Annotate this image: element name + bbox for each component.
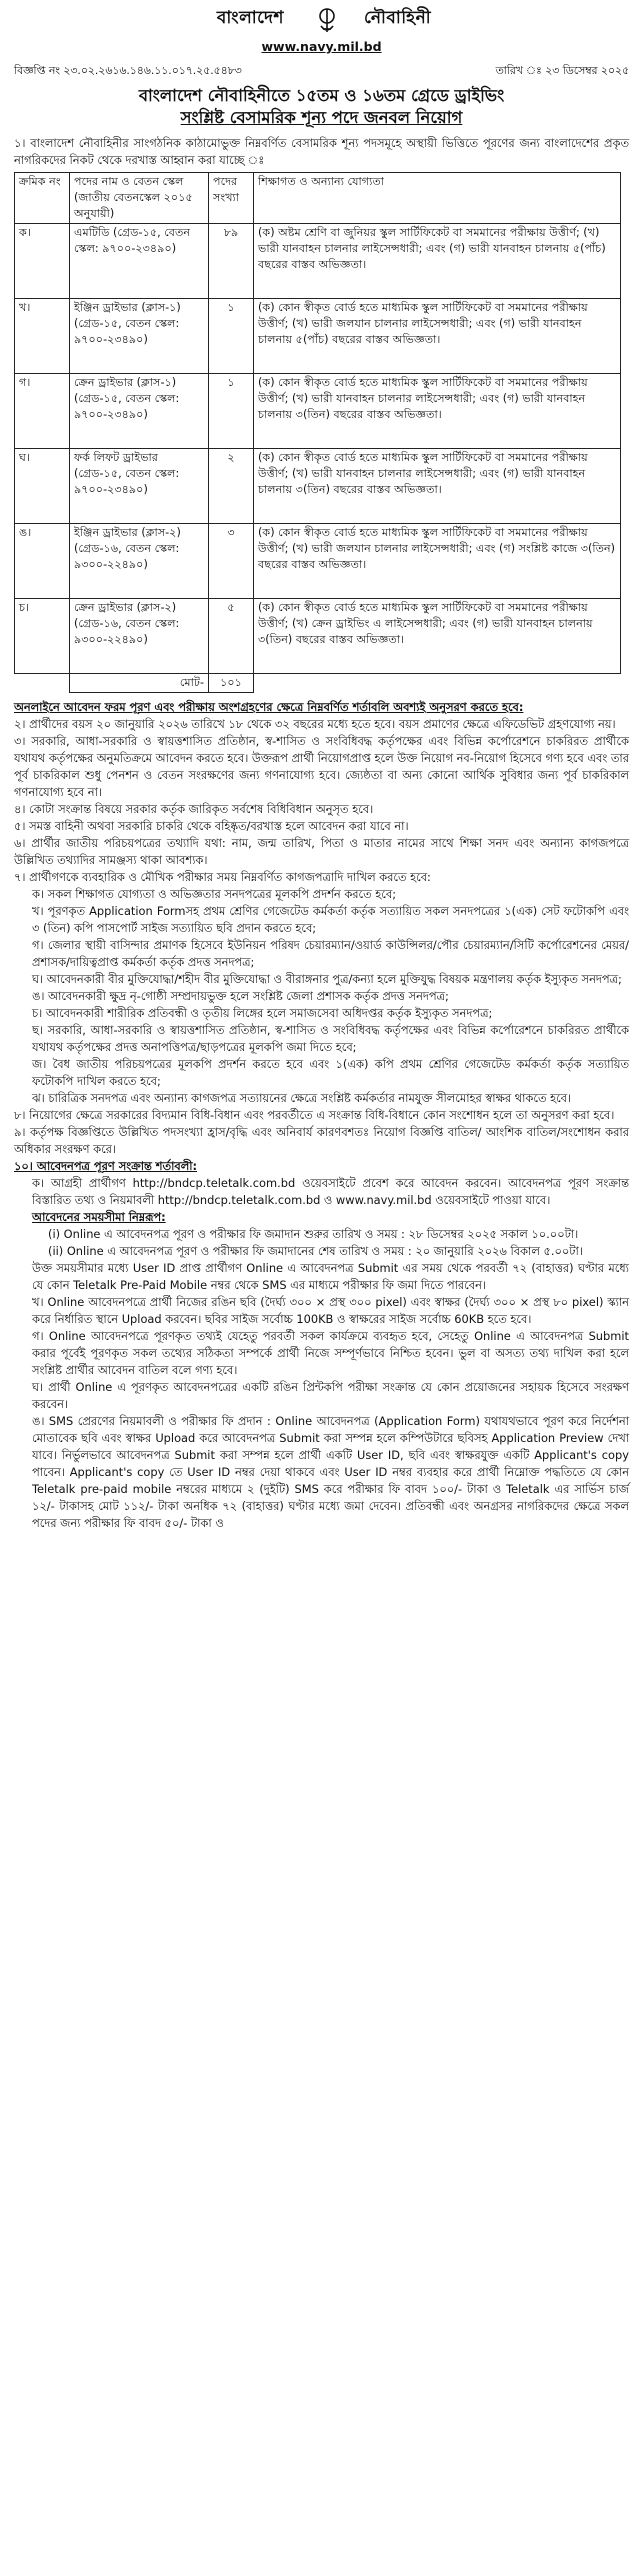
row-qualification: (ক) কোন স্বীকৃত বোর্ড হতে মাধ্যমিক স্কুল সার্টিফিকেট বা সমমানের পরীক্ষায় উত্তীর্ণ; (খ) ভারী যানবাহন চালনার লাইসেন্সধারী; এবং (গ) ভারী যানবাহন চালনায় ৩(তিন) বছরের বাস্তব অভিজ্ঞতা। (254, 374, 621, 449)
total-spacer (15, 674, 70, 693)
application-heading: ১০। আবেদনপত্র পূরণ সংক্রান্ত শর্তাবলী: (14, 1159, 198, 1173)
posts-table (14, 172, 621, 693)
condition-item: ৩। সরকারি, আধা-সরকারি ও স্বায়ত্তশাসিত প্রতিষ্ঠান, স্ব-শাসিত ও সংবিধিবদ্ধ কর্তৃপক্ষের এবং বিভিন্ন কর্পোরেশনে চাকরিরত প্রার্থীকে যথাযথ কর্তৃপক্ষের অনুমতিক্রমে আবেদন করতে হবে। উক্তরূপ প্রার্থী নিয়োগপ্রাপ্ত হলে উক্ত নিয়োগ নব-নিয়োগ হিসেবে গণ্য হবে এবং তার পূর্ব চাকরিকাল শুধু পেনশন ও বেতন সংরক্ষণের জন্য গণনাযোগ্য হবে। জ্যেষ্ঠতা বা অন্য কোনো আর্থিক সুবিধার জন্য পূর্ব চাকরিকাল গণনাযোগ্য হবে না। (14, 734, 629, 799)
row-post: এমটিডি (গ্রেড-১৫, বেতন স্কেল: ৯৭০০-২৩৪৯০) (70, 224, 209, 299)
header-post: পদের নাম ও বেতন স্কেল (জাতীয় বেতনস্কেল ২০১৫ অনুযায়ী) (70, 173, 209, 224)
table-header-row (15, 173, 621, 224)
row-post: ক্রেন ড্রাইভার (ক্লাস-১) (গ্রেড-১৫, বেতন স্কেল: ৯৭০০-২৩৪৯০) (70, 374, 209, 449)
timeline-start: (i) Online এ আবেদনপত্র পূরণ ও পরীক্ষার ফি জমাদান শুরুর তারিখ ও সময় : ২৮ ডিসেম্বর ২০২৫ সকাল ১০.০০টা। (48, 1227, 579, 1241)
condition-subitem: ছ। সরকারি, আধা-সরকারি ও স্বায়ত্তশাসিত প্রতিষ্ঠান, স্ব-শাসিত ও সংবিধিবদ্ধ কর্তৃপক্ষের এবং বিভিন্ন কর্পোরেশনে চাকরিরত প্রার্থীকে যথাযথ কর্তৃপক্ষের প্রদত্ত অনাপত্তিপত্র/ছাড়পত্রের মূলকপি জমা দিতে হবে; (32, 1023, 629, 1054)
memo-number: বিজ্ঞপ্তি নং ২৩.০২.২৬১৬.১৪৬.১১.০১৭.২৫.৫৪৮৩ (14, 64, 242, 77)
row-serial: ঙ। (15, 524, 70, 599)
letterhead (14, 6, 629, 60)
condition-subitem: খ। পূরণকৃত Application Formসহ প্রথম শ্রেণির গেজেটেড কর্মকর্তা কর্তৃক সত্যায়িত সকল সনদপত্রের ১(এক) সেট ফটোকপি এবং ৩ (তিন) কপি পাসপোর্ট সাইজ সত্যায়িত ছবি প্রদান করতে হবে; (32, 904, 629, 935)
row-post: ফর্ক লিফট ড্রাইভার (গ্রেড-১৫, বেতন স্কেল: ৯৭০০-২৩৪৯০) (70, 449, 209, 524)
header-count: পদের সংখ্যা (209, 173, 254, 224)
condition-subitem: ঘ। প্রার্থী Online এ পূরণকৃত আবেদনপত্রের একটি রঙিন প্রিন্টকপি পরীক্ষা সংক্রান্ত যে কোন প্রয়োজনের সহায়ক হিসেবে সংরক্ষণ করবেন। (32, 1380, 629, 1411)
condition-subitem: খ। Online আবেদনপত্রে প্রার্থী নিজের রঙিন ছবি (দৈর্ঘ্য ৩০০ × প্রস্থ ৩০০ pixel) এবং স্বাক্ষর (দৈর্ঘ্য ৩০০ × প্রস্থ ৮০ pixel) স্ক্যান করে নির্ধারিত স্থানে Upload করবেন। ছবির সাইজ সর্বোচ্চ 100KB ও স্বাক্ষরের সাইজ সর্বোচ্চ 60KB হতে হবে। (32, 1295, 629, 1326)
condition-subitem: ঘ। আবেদনকারী বীর মুক্তিযোদ্ধা/শহীদ বীর মুক্তিযোদ্ধা ও বীরাঙ্গনার পুত্র/কন্যা হলে মুক্তিযুদ্ধ বিষয়ক মন্ত্রণালয় কর্তৃক ইস্যুকৃত সনদপত্র; (32, 972, 622, 986)
reference-line (14, 62, 629, 79)
conditions-section (14, 699, 629, 1532)
total-count: ১০১ (209, 674, 254, 693)
condition-item: ৬। প্রার্থীর জাতীয় পরিচয়পত্রের তথ্যাদি যথা: নাম, জন্ম তারিখ, পিতা ও মাতার নামের সাথে শিক্ষা সনদ এবং অন্যান্য কাগজপত্রে উল্লিখিত তথ্যাদির সামঞ্জস্য থাকা আবশ্যক। (14, 836, 629, 867)
org-name-left: বাংলাদেশ (216, 8, 284, 28)
header-serial: ক্রমিক নং (15, 173, 70, 224)
condition-subitem: উক্ত সময়সীমার মধ্যে User ID প্রাপ্ত প্রার্থীগণ Online এ আবেদনপত্র Submit এর সময় থেকে পরবর্তী ৭২ (বাহাত্তর) ঘণ্টার মধ্যে যে কোন Teletalk Pre-Paid Mobile নম্বর থেকে SMS এর মাধ্যমে পরীক্ষার ফি জমা দিতে পারবেন। (32, 1261, 629, 1292)
row-post: ইঞ্জিন ড্রাইভার (ক্লাস-২) (গ্রেড-১৬, বেতন স্কেল: ৯৩০০-২২৪৯০) (70, 524, 209, 599)
navy-crest-icon (314, 6, 340, 36)
intro-paragraph: ১। বাংলাদেশ নৌবাহিনীর সাংগঠনিক কাঠামোভুক্ত নিম্নবর্ণিত বেসামরিক শূন্য পদসমূহে অস্থায়ী ভিত্তিতে পূরণের জন্য বাংলাদেশের প্রকৃত নাগরিকদের নিকট থেকে দরখাস্ত আহ্বান করা যাচ্ছে ঃ (14, 136, 629, 167)
condition-item: ২। প্রার্থীদের বয়স ২০ জানুয়ারি ২০২৬ তারিখে ১৮ থেকে ৩২ বছরের মধ্যে হতে হবে। বয়স প্রমাণের ক্ষেত্রে এফিডেভিট গ্রহণযোগ্য নয়। (14, 717, 616, 731)
table-row (15, 374, 621, 449)
condition-subitem: গ। Online আবেদনপত্রে পূরণকৃত তথ্যই যেহেতু পরবর্তী সকল কার্যক্রমে ব্যবহৃত হবে, সেহেতু Online এ আবেদনপত্র Submit করার পূর্বেই পূরণকৃত সকল তথ্যের সঠিকতা সম্পর্কে প্রার্থী নিজে সম্পূর্ণভাবে নিশ্চিত হবেন। ভুল বা অসত্য তথ্য দাখিল করা হলে সংশ্লিষ্ট প্রার্থীর আবেদন বাতিল বলে গণ্য হবে। (32, 1329, 629, 1377)
condition-subitem: চ। আবেদনকারী শারীরিক প্রতিবন্ধী ও তৃতীয় লিঙ্গের হলে সমাজসেবা অধিদপ্তর কর্তৃক ইস্যুকৃত সনদপত্র; (32, 1006, 493, 1020)
timeline-heading: আবেদনের সময়সীমা নিম্নরূপ: (32, 1210, 166, 1224)
notice-date: তারিখ ঃ ২৩ ডিসেম্বর ২০২৫ (495, 64, 629, 77)
title-line-1: বাংলাদেশ নৌবাহিনীতে ১৫তম ও ১৬তম গ্রেডে ড্রাইভিং (138, 86, 505, 105)
condition-subitem: ঙ। আবেদনকারী ক্ষুদ্র নৃ-গোষ্ঠী সম্প্রদায়ভুক্ত হলে সংশ্লিষ্ট জেলা প্রশাসক কর্তৃক প্রদত্ত সনদপত্র; (32, 989, 449, 1003)
conditions-heading: অনলাইনে আবেদন ফরম পূরণ এবং পরীক্ষায় অংশগ্রহণের ক্ষেত্রে নিম্নবর্ণিত শর্তাবলি অবশ্যই অনুসরণ করতে হবে: (14, 700, 524, 714)
row-count: ১ (209, 374, 254, 449)
table-row (15, 299, 621, 374)
condition-subitem: গ। জেলার স্থায়ী বাসিন্দার প্রমাণক হিসেবে ইউনিয়ন পরিষদ চেয়ারম্যান/ওয়ার্ড কাউন্সিলর/পৌর চেয়ারম্যান/সিটি কর্পোরেশনের মেয়র/প্রশাসক/দায়িত্বপ্রাপ্ত কর্মকর্তা কর্তৃক প্রদত্ত সনদপত্র; (32, 938, 629, 969)
row-serial: ঘ। (15, 449, 70, 524)
row-post: ক্রেন ড্রাইভার (ক্লাস-২) (গ্রেড-১৬, বেতন স্কেল: ৯৩০০-২২৪৯০) (70, 599, 209, 674)
org-name-right: নৌবাহিনী (364, 8, 432, 28)
row-serial: ক। (15, 224, 70, 299)
row-serial: গ। (15, 374, 70, 449)
total-label: মোট- (70, 674, 209, 693)
row-count: ১ (209, 299, 254, 374)
condition-item: ৭। প্রার্থীগণকে ব্যবহারিক ও মৌখিক পরীক্ষার সময় নিম্নবর্ণিত কাগজপত্রাদি দাখিল করতে হবে: (14, 870, 431, 884)
row-count: ২ (209, 449, 254, 524)
row-count: ৮৯ (209, 224, 254, 299)
condition-item: ৫। সমস্ত বাহিনী অথবা সরকারি চাকরি থেকে বহিষ্কৃত/বরখাস্ত হলে আবেদন করা যাবে না। (14, 819, 409, 833)
row-count: ৫ (209, 599, 254, 674)
row-qualification: (ক) অষ্টম শ্রেণি বা জুনিয়র স্কুল সার্টিফিকেট বা সমমানের পরীক্ষায় উত্তীর্ণ; (খ) ভারী যানবাহন চালনার লাইসেন্সধারী; এবং (গ) ভারী যানবাহন চালনায় ৫(পাঁচ) বছরের বাস্তব অভিজ্ঞতা। (254, 224, 621, 299)
row-qualification: (ক) কোন স্বীকৃত বোর্ড হতে মাধ্যমিক স্কুল সার্টিফিকেট বা সমমানের পরীক্ষায় উত্তীর্ণ; (খ) ভারী যানবাহন চালনার লাইসেন্সধারী; এবং (গ) ভারী যানবাহন চালনায় ৩(তিন) বছরের বাস্তব অভিজ্ঞতা। (254, 449, 621, 524)
condition-subitem: ক। সকল শিক্ষাগত যোগ্যতা ও অভিজ্ঞতার সনদপত্রের মূলকপি প্রদর্শন করতে হবে; (32, 887, 397, 901)
table-row (15, 599, 621, 674)
total-spacer (254, 674, 621, 693)
condition-subitem: ঝ। চারিত্রিক সনদপত্র এবং অন্যান্য কাগজপত্র সত্যায়নের ক্ষেত্রে সংশ্লিষ্ট কর্মকর্তার নামযুক্ত সীলমোহর স্বাক্ষর থাকতে হবে। (32, 1091, 572, 1105)
row-count: ৩ (209, 524, 254, 599)
row-serial: চ। (15, 599, 70, 674)
row-qualification: (ক) কোন স্বীকৃত বোর্ড হতে মাধ্যমিক স্কুল সার্টিফিকেট বা সমমানের পরীক্ষায় উত্তীর্ণ; (খ) ক্রেন ড্রাইভিং এ লাইসেন্সধারী; এবং (গ) ভারী যানবাহন চালনায় ৩(তিন) বছরের বাস্তব অভিজ্ঞতা। (254, 599, 621, 674)
header-qualification: শিক্ষাগত ও অন্যান্য যোগ্যতা (254, 173, 621, 224)
table-row (15, 524, 621, 599)
condition-item: ৪। কোটা সংক্রান্ত বিষয়ে সরকার কর্তৃক জারিকৃত সর্বশেষ বিধিবিধান অনুসৃত হবে। (14, 802, 374, 816)
website-link[interactable]: www.navy.mil.bd (261, 39, 382, 54)
timeline-end: (ii) Online এ আবেদনপত্র পূরণ ও পরীক্ষার ফি জমাদানের শেষ তারিখ ও সময় : ২০ জানুয়ারি ২০২৬ বিকাল ৫.০০টা। (48, 1244, 583, 1258)
condition-item: ৯। কর্তৃপক্ষ বিজ্ঞপ্তিতে উল্লিখিত পদসংখ্যা হ্রাস/বৃদ্ধি এবং অনিবার্য কারণবশতঃ নিয়োগ বিজ্ঞপ্তি বাতিল/ আংশিক বাতিল/সংশোধন করার অধিকার সংরক্ষণ করে। (14, 1125, 629, 1156)
row-serial: খ। (15, 299, 70, 374)
total-row (15, 674, 621, 693)
row-qualification: (ক) কোন স্বীকৃত বোর্ড হতে মাধ্যমিক স্কুল সার্টিফিকেট বা সমমানের পরীক্ষায় উত্তীর্ণ; (খ) ভারী জলযান চালনার লাইসেন্সধারী; এবং (গ) সংশ্লিষ্ট কাজে ৩(তিন) বছরের বাস্তব অভিজ্ঞতা। (254, 524, 621, 599)
notice-title (14, 85, 629, 129)
table-row (15, 449, 621, 524)
condition-subitem: জ। বৈধ জাতীয় পরিচয়পত্রের মূলকপি প্রদর্শন করতে হবে এবং ১(এক) কপি প্রথম শ্রেণির গেজেটেড কর্মকর্তা কর্তৃক সত্যায়িত ফটোকপি দাখিল করতে হবে; (32, 1057, 629, 1088)
condition-subitem: ঙ। SMS প্রেরণের নিয়মাবলী ও পরীক্ষার ফি প্রদান : Online আবেদনপত্র (Application Form) যথাযথভাবে পূরণ করে নির্দেশনা মোতাবেক ছবি এবং স্বাক্ষর Upload করে আবেদনপত্র Submit করা সম্পন্ন হলে কম্পিউটারে ছবিসহ Application Preview দেখা যাবে। নির্ভুলভাবে আবেদনপত্র Submit করা সম্পন্ন হলে প্রার্থী একটি User ID, ছবি এবং স্বাক্ষরযুক্ত একটি Applicant's copy পাবেন। Applicant's copy তে User ID নম্বর দেয়া থাকবে এবং User ID নম্বর ব্যবহার করে প্রার্থী নিম্নোক্ত পদ্ধতিতে যে কোন Teletalk pre-paid mobile নম্বরের মাধ্যমে ২ (দুইটি) SMS করে পরীক্ষার ফি বাবদ ১০০/- টাকা ও Teletalk এর সার্ভিস চার্জ ১২/- টাকাসহ মোট ১১২/- টাকা অনধিক ৭২ (বাহাত্তর) ঘণ্টার মধ্যে জমা দেবেন। প্রতিবন্ধী এবং অনগ্রসর নাগরিকদের ক্ষেত্রে সকল পদের জন্য পরীক্ষার ফি বাবদ ৫০/- টাকা ও (32, 1414, 629, 1530)
row-post: ইঞ্জিন ড্রাইভার (ক্লাস-১) (গ্রেড-১৫, বেতন স্কেল: ৯৭০০-২৩৪৯০) (70, 299, 209, 374)
title-line-2: সংশ্লিষ্ট বেসামরিক শূন্য পদে জনবল নিয়োগ (180, 108, 463, 127)
table-row (15, 224, 621, 299)
row-qualification: (ক) কোন স্বীকৃত বোর্ড হতে মাধ্যমিক স্কুল সার্টিফিকেট বা সমমানের পরীক্ষায় উত্তীর্ণ; (খ) ভারী জলযান চালনার লাইসেন্সধারী; এবং (গ) ভারী যানবাহন চালনায় ৫(পাঁচ) বছরের বাস্তব অভিজ্ঞতা। (254, 299, 621, 374)
condition-subitem: ক। আগ্রহী প্রার্থীগণ http://bndcp.teletalk.com.bd ওয়েবসাইটে প্রবেশ করে আবেদন করবেন। আবেদনপত্র পূরণ সংক্রান্ত বিস্তারিত তথ্য ও নিয়মাবলী http://bndcp.teletalk.com.bd ও www.navy.mil.bd ওয়েবসাইটে পাওয়া যাবে। (32, 1176, 629, 1207)
condition-item: ৮। নিয়োগের ক্ষেত্রে সরকারের বিদ্যমান বিধি-বিধান এবং পরবর্তীতে এ সংক্রান্ত বিধি-বিধানে কোন সংশোধন হলে তা অনুসরণ করা হবে। (14, 1108, 615, 1122)
